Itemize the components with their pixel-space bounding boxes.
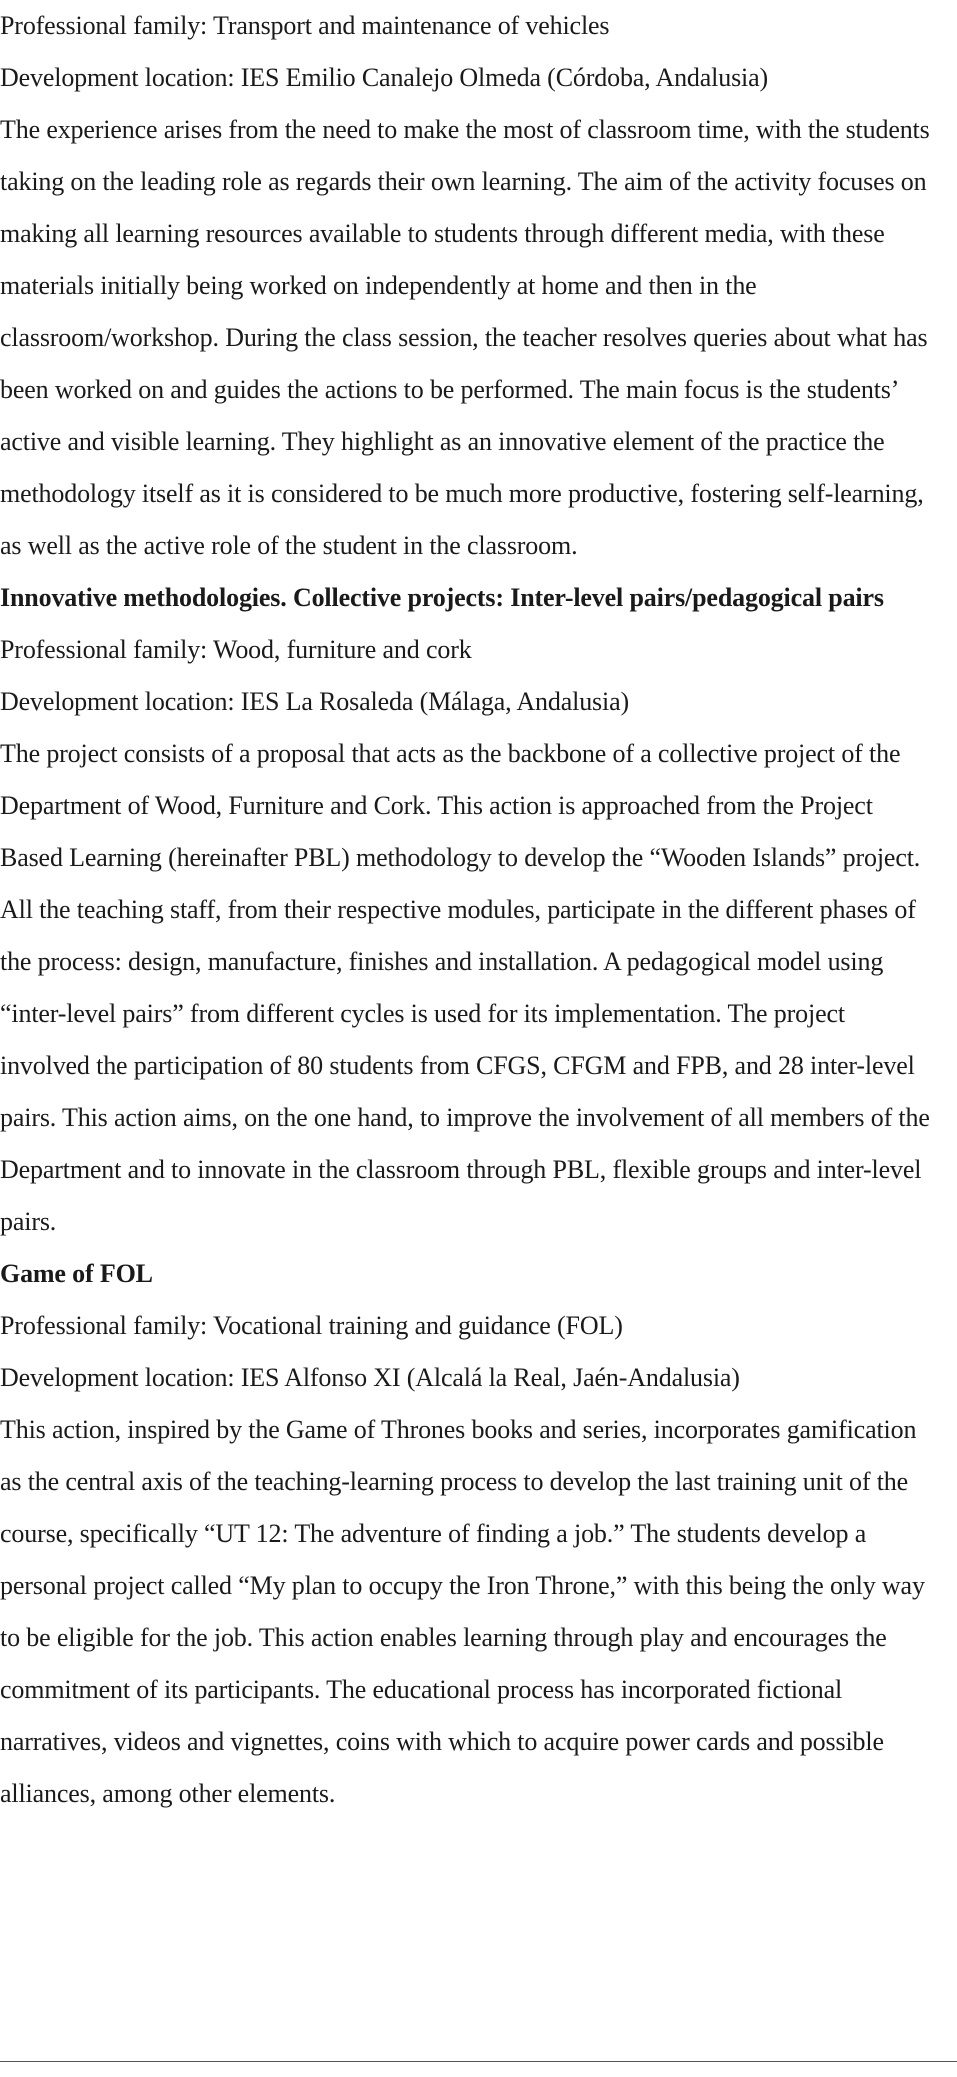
- section-3-location: Development location: IES Alfonso XI (Alcalá la Real, Jaén-Andalusia): [0, 1363, 740, 1392]
- section-3-description: This action, inspired by the Game of Thrones books and series, incorporates gamification as the central axis of the teaching-learning process to develop the last training unit of the course, specifically “UT 12: The adventure of finding a job.” The students develop a personal project called “My plan to occupy the Iron Throne,” with this being the only way to be eligible for the job. This action enables learning through play and encourages the commitment of its participants. The educational process has incorporated fictional narratives, videos and vignettes, coins with which to acquire power cards and possible alliances, among other elements.: [0, 1415, 925, 1808]
- section-1-description: The experience arises from the need to make the most of classroom time, with the students taking on the leading role as regards their own learning. The aim of the activity focuses on making all learning resources available to students through different media, with these materials initially being worked on independently at home and then in the classroom/workshop. During the class session, the teacher resolves queries about what has been worked on and guides the actions to be performed. The main focus is the students’ active and visible learning. They highlight as an innovative element of the practice the methodology itself as it is considered to be much more productive, fostering self-learning, as well as the active role of the student in the classroom.: [0, 115, 930, 560]
- bottom-divider: [0, 2061, 957, 2062]
- section-3-family: Professional family: Vocational training and guidance (FOL): [0, 1311, 623, 1340]
- section-2-location: Development location: IES La Rosaleda (Málaga, Andalusia): [0, 687, 629, 716]
- section-2-family: Professional family: Wood, furniture and cork: [0, 635, 472, 664]
- section-2-description: The project consists of a proposal that acts as the backbone of a collective project of the Department of Wood, Furniture and Cork. This action is approached from the Project Based Learning (hereinafter PBL) methodology to develop the “Wooden Islands” project. All the teaching staff, from their respective modules, participate in the different phases of the process: design, manufacture, finishes and installation. A pedagogical model using “inter-level pairs” from different cycles is used for its implementation. The project involved the participation of 80 students from CFGS, CFGM and FPB, and 28 inter-level pairs. This action aims, on the one hand, to improve the involvement of all members of the Department and to innovate in the classroom through PBL, flexible groups and inter-level pairs.: [0, 739, 930, 1236]
- section-3-title: Game of FOL: [0, 1259, 153, 1288]
- section-2-title: Innovative methodologies. Collective projects: Inter-level pairs/pedagogical pairs: [0, 583, 884, 612]
- section-1-family: Professional family: Transport and maintenance of vehicles: [0, 11, 610, 40]
- section-1-location: Development location: IES Emilio Canalejo Olmeda (Córdoba, Andalusia): [0, 63, 769, 92]
